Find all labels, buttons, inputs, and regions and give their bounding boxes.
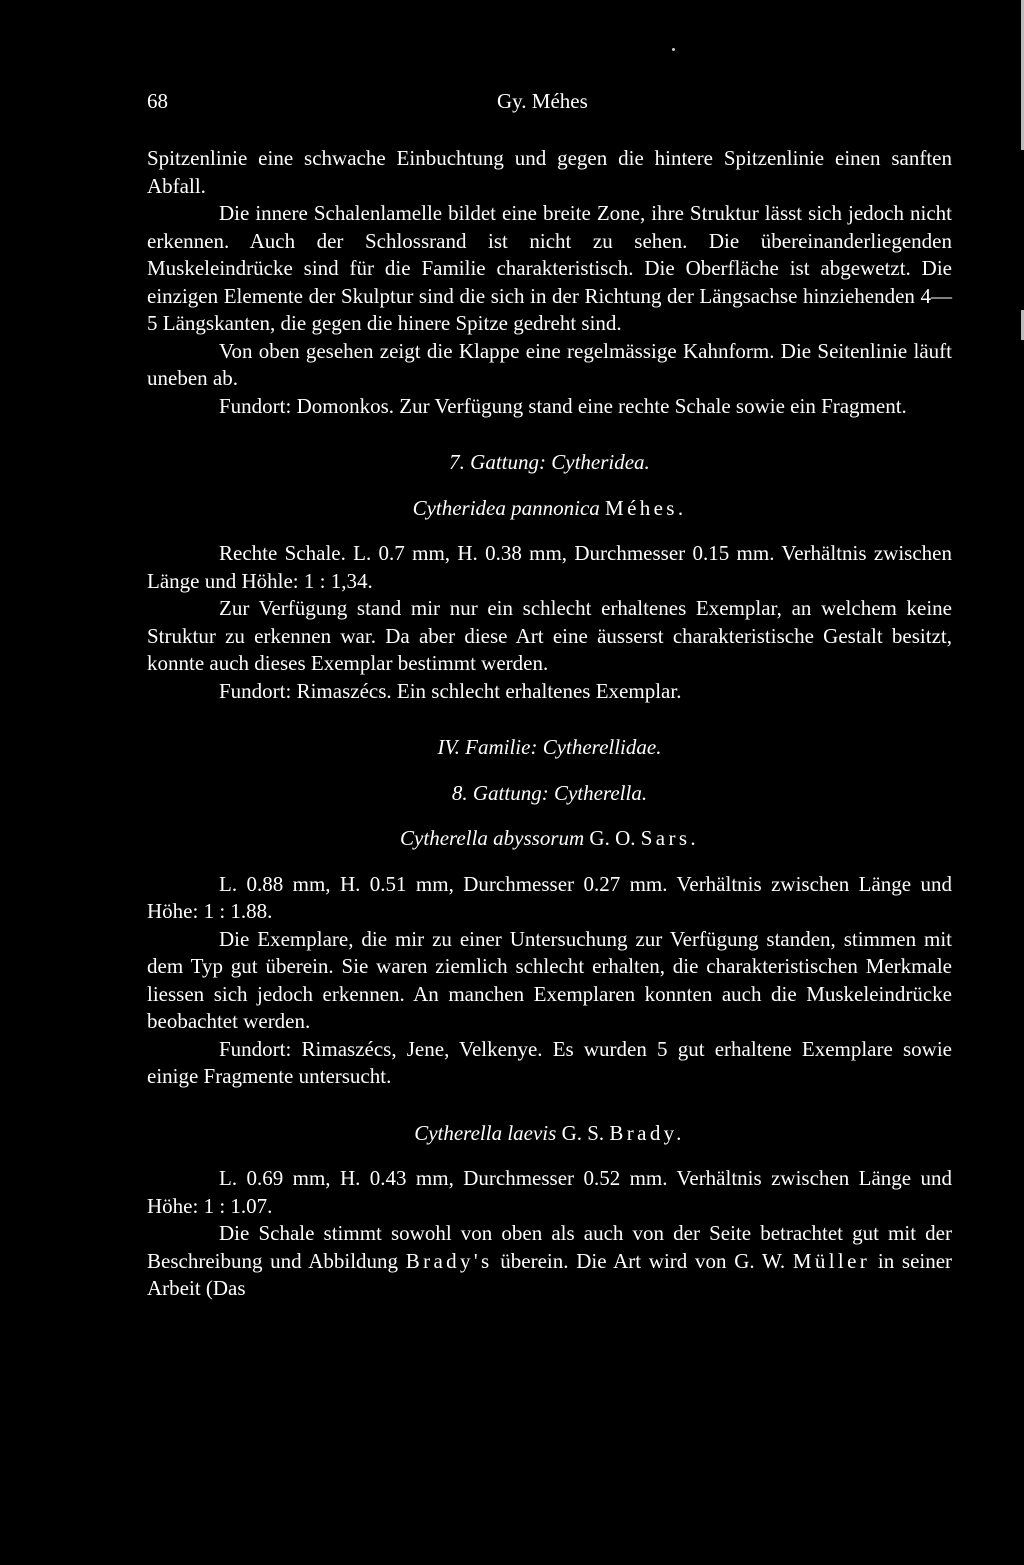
paragraph: Fundort: Rimaszécs, Jene, Velkenye. Es wurden 5 gut erhaltene Exemplare sowie einige Fragmente untersucht. bbox=[147, 1036, 952, 1088]
paragraph: Rechte Schale. L. 0.7 mm, H. 0.38 mm, Durchmesser 0.15 mm. Verhältnis zwischen Länge und Höhle: 1 : 1,34. bbox=[147, 541, 952, 593]
paragraph: Spitzenlinie eine schwache Einbuchtung und gegen die hintere Spitzenlinie einen sanften Abfall. bbox=[147, 146, 952, 198]
paragraph: L. 0.69 mm, H. 0.43 mm, Durchmesser 0.52 mm. Verhältnis zwischen Länge und Höhe: 1 : 1.07. bbox=[147, 1166, 952, 1218]
paragraph: Zur Verfügung stand mir nur ein schlecht erhaltenes Exemplar, an welchem keine Struktur zu erkennen war. Da aber diese Art eine äusserst charakteristische Gestalt besitzt, konnte auch dieses Exemplar bestimmt werden. bbox=[147, 596, 952, 675]
spacer bbox=[147, 807, 952, 825]
species-author: Méhes. bbox=[605, 495, 687, 520]
spacer bbox=[147, 853, 952, 871]
genus-heading: 7. Gattung: Cytheridea. bbox=[449, 450, 650, 474]
species-name: Cytherella abyssorum bbox=[400, 826, 585, 850]
species-author-initials: G. O. bbox=[589, 826, 636, 850]
spacer bbox=[147, 705, 952, 734]
species-author: Brady. bbox=[609, 1120, 685, 1145]
spacer bbox=[147, 1147, 952, 1165]
paragraph: Fundort: Domonkos. Zur Verfügung stand eine rechte Schale sowie ein Fragment. bbox=[219, 393, 907, 418]
species-heading bbox=[147, 825, 952, 853]
paragraph: Die innere Schalenlamelle bildet eine breite Zone, ihre Struktur lässt sich jedoch nicht erkennen. Auch der Schlossrand ist nicht zu sehen. Die übereinanderliegenden Muskeleindrücke sind für die Familie charakteristisch. Die Oberfläche ist abgewetzt. Die einzigen Elemente der Skulptur sind die sich in der Richtung der Längsachse hinziehenden 4—5 Längskanten, die gegen die hinere Spitze gedreht sind. bbox=[147, 201, 952, 335]
spacer bbox=[147, 1091, 952, 1120]
body-text bbox=[147, 145, 952, 1303]
paragraph-text: Die Schale stimmt sowohl von oben als auch von der Seite betrachtet gut mit der Beschreibung und Abbildung bbox=[147, 1221, 952, 1273]
paragraph: Fundort: Rimaszécs. Ein schlecht erhaltenes Exemplar. bbox=[219, 678, 682, 703]
paragraph-text: in seiner Arbeit (Das bbox=[147, 1248, 953, 1300]
spacer bbox=[147, 420, 952, 449]
scan-speck bbox=[672, 48, 675, 51]
paragraph: Von oben gesehen zeigt die Klappe eine regelmässige Kahnform. Die Seitenlinie läuft uneben ab. bbox=[147, 338, 952, 390]
spacer bbox=[147, 477, 952, 495]
species-author: Sars. bbox=[640, 826, 699, 850]
page-number: 68 bbox=[147, 89, 168, 113]
family-heading: IV. Familie: Cytherellidae. bbox=[437, 735, 662, 759]
species-heading bbox=[147, 495, 952, 523]
paragraph: Die Exemplare, die mir zu einer Untersuchung zur Verfügung standen, stimmen mit dem Typ gut überein. Sie waren ziemlich schlecht erhalten, die charakteristischen Merkmale liessen sich jedoch erkennen. An manchen Exemplaren konnten auch die Muskeleindrücke beobachtet werden. bbox=[147, 926, 952, 1033]
cited-author: Müller bbox=[792, 1248, 871, 1273]
genus-heading: 8. Gattung: Cytherella. bbox=[451, 780, 648, 805]
cited-author: Brady's bbox=[405, 1248, 493, 1273]
paragraph bbox=[147, 1220, 952, 1303]
spacer bbox=[147, 522, 952, 540]
paragraph-text: überein. Die Art wird von G. W. bbox=[500, 1248, 786, 1273]
running-author: Gy. Méhes bbox=[497, 89, 588, 113]
species-heading bbox=[147, 1120, 952, 1148]
species-author-initials: G. S. bbox=[561, 1120, 605, 1145]
paragraph: L. 0.88 mm, H. 0.51 mm, Durchmesser 0.27 mm. Verhältnis zwischen Länge und Höhe: 1 : 1.88. bbox=[147, 871, 952, 923]
species-name: Cytherella laevis bbox=[414, 1120, 557, 1145]
species-name: Cytheridea pannonica bbox=[412, 495, 600, 520]
running-header bbox=[147, 88, 952, 116]
spacer bbox=[147, 762, 952, 780]
